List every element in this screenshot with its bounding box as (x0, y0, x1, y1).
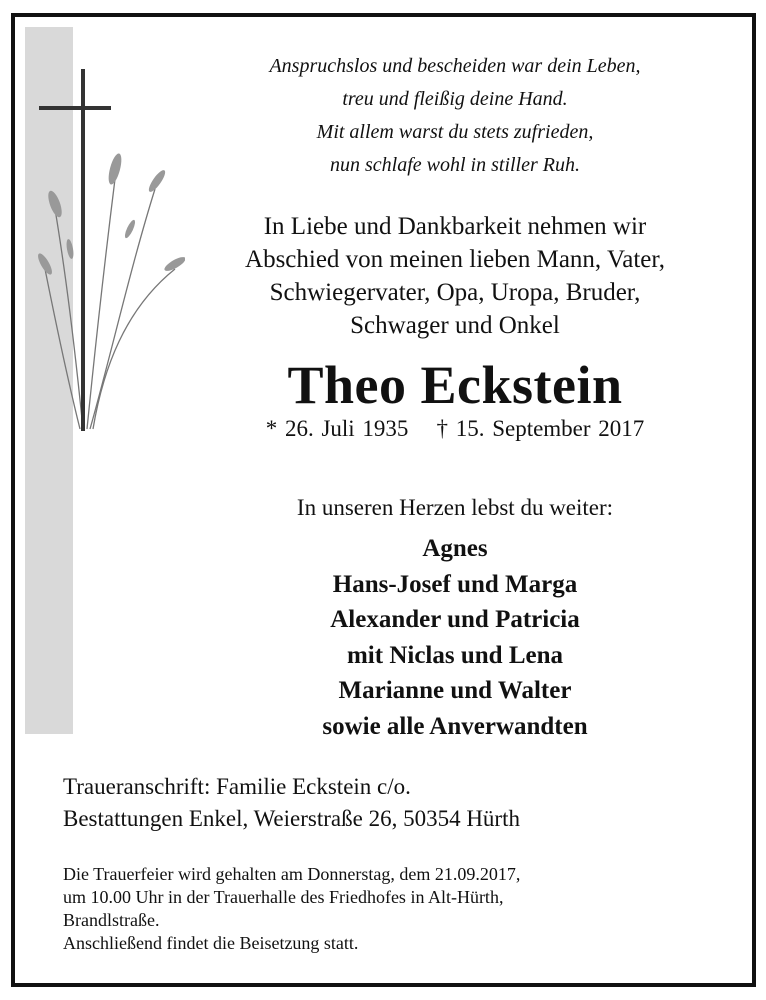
cross-with-wheat-icon (35, 69, 185, 439)
intro-line: Schwager und Onkel (350, 312, 560, 339)
life-dates (165, 414, 745, 444)
ceremony-info (63, 863, 733, 955)
family-member: Alexander und Patricia (330, 606, 580, 633)
deceased-name: Theo Eckstein (287, 355, 623, 415)
intro-line: In Liebe und Dankbarkeit nehmen wir (263, 213, 647, 240)
obituary-frame (11, 13, 756, 987)
address-line: Bestattungen Enkel, Weierstraße 26, 50354 Hürth (63, 806, 520, 831)
family-member: Marianne und Walter (338, 677, 572, 704)
ceremony-line: um 10.00 Uhr in der Trauerhalle des Friedhofes in Alt-Hürth, (63, 887, 504, 907)
poem-line: Mit allem warst du stets zufrieden, (316, 121, 594, 143)
family-list (165, 531, 745, 744)
birth-date: * 26. Juli 1935 (265, 416, 409, 441)
ceremony-line: Die Trauerfeier wird gehalten am Donnerstag, dem 21.09.2017, (63, 864, 521, 884)
intro-line: Schwiegervater, Opa, Uropa, Bruder, (269, 279, 641, 306)
intro-text (165, 210, 745, 342)
poem-line: Anspruchslos und bescheiden war dein Leben, (269, 55, 641, 77)
poem-line: treu und fleißig deine Hand. (342, 88, 568, 110)
poem-line: nun schlafe wohl in stiller Ruh. (330, 154, 580, 176)
family-member: Hans-Josef und Marga (332, 570, 578, 598)
family-member: Agnes (422, 535, 488, 562)
family-member: mit Niclas und Lena (346, 641, 563, 669)
address-line: Traueranschrift: Familie Eckstein c/o. (63, 774, 411, 799)
hearts-line: In unseren Herzen lebst du weiter: (296, 495, 614, 520)
ceremony-line: Anschließend findet die Beisetzung statt. (63, 933, 359, 953)
intro-line: Abschied von meinen lieben Mann, Vater, (245, 246, 665, 273)
ceremony-line: Brandlstraße. (63, 910, 160, 930)
death-date: † 15. September 2017 (436, 416, 645, 441)
family-member: sowie alle Anverwandten (322, 712, 588, 740)
mourning-address (63, 771, 743, 835)
poem (165, 50, 745, 182)
